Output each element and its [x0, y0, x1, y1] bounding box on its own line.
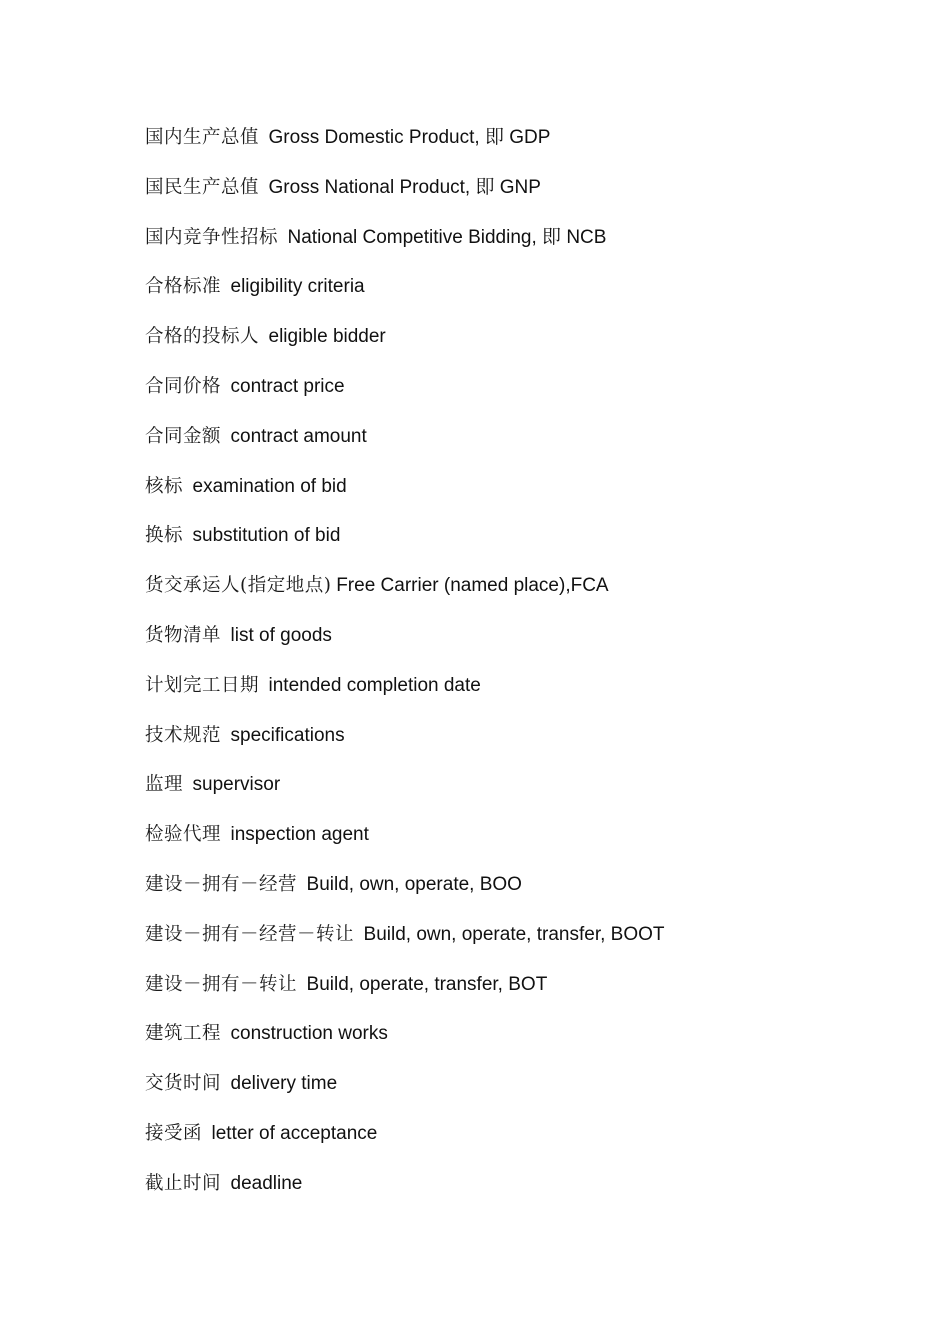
term-english: delivery time [230, 1073, 338, 1095]
glossary-entry [145, 424, 905, 474]
term-chinese: 交货时间 [145, 1073, 222, 1095]
term-chinese: 国民生产总值 [145, 176, 260, 198]
glossary-entry [145, 1171, 905, 1221]
glossary-entry [145, 972, 905, 1022]
term-chinese: 换标 [145, 525, 184, 547]
term-english: eligible bidder [268, 326, 386, 348]
term-chinese: 合格标准 [145, 276, 222, 298]
glossary-entry [145, 1021, 905, 1071]
term-english: eligibility criteria [230, 276, 365, 298]
term-english: contract amount [230, 425, 367, 447]
term-chinese: 建设－拥有－转让 [145, 973, 298, 995]
term-english: Gross National Product, 即 GNP [268, 176, 541, 198]
glossary-entry [145, 822, 905, 872]
term-english: supervisor [192, 774, 281, 796]
term-chinese: 合同金额 [145, 425, 222, 447]
term-english: Build, operate, transfer, BOT [306, 973, 548, 995]
term-english: specifications [230, 724, 345, 746]
glossary-entry [145, 1071, 905, 1121]
term-chinese: 国内生产总值 [145, 127, 260, 148]
term-english: Build, own, operate, BOO [306, 873, 522, 895]
glossary-entry [145, 723, 905, 773]
term-chinese: 接受函 [145, 1122, 203, 1144]
term-chinese: 计划完工日期 [145, 674, 260, 696]
term-chinese: 截止时间 [145, 1172, 222, 1194]
term-english: Build, own, operate, transfer, BOOT [363, 923, 665, 945]
term-english: Gross Domestic Product, 即 GDP [268, 127, 551, 148]
term-chinese: 技术规范 [145, 724, 222, 746]
glossary-entry [145, 573, 905, 623]
term-english: intended completion date [268, 674, 481, 696]
term-english: Free Carrier (named place),FCA [336, 575, 609, 597]
term-english: construction works [230, 1023, 388, 1045]
glossary-entry [145, 225, 905, 275]
term-english: deadline [230, 1172, 303, 1194]
glossary-entry [145, 523, 905, 573]
term-english: inspection agent [230, 824, 369, 846]
term-chinese: 建设－拥有－经营－转让 [145, 923, 355, 945]
term-english: examination of bid [192, 475, 347, 497]
term-english: list of goods [230, 624, 332, 646]
term-chinese: 核标 [145, 475, 184, 497]
glossary-entry [145, 772, 905, 822]
glossary-entry [145, 1121, 905, 1171]
term-chinese: 货交承运人(指定地点) [145, 575, 332, 597]
term-english: letter of acceptance [211, 1122, 378, 1144]
term-chinese: 建筑工程 [145, 1023, 222, 1045]
glossary-entry [145, 623, 905, 673]
term-english: contract price [230, 375, 345, 397]
term-chinese: 货物清单 [145, 624, 222, 646]
glossary-entry [145, 673, 905, 723]
glossary-entry [145, 374, 905, 424]
glossary-entry [145, 125, 905, 175]
glossary-entry [145, 324, 905, 374]
term-chinese: 监理 [145, 774, 184, 796]
term-chinese: 合同价格 [145, 375, 222, 397]
term-chinese: 检验代理 [145, 824, 222, 846]
term-chinese: 合格的投标人 [145, 326, 260, 348]
glossary-entry [145, 474, 905, 524]
term-chinese: 建设－拥有－经营 [145, 873, 298, 895]
glossary-entry [145, 872, 905, 922]
glossary-entry [145, 175, 905, 225]
term-english: National Competitive Bidding, 即 NCB [287, 226, 607, 248]
term-chinese: 国内竞争性招标 [145, 226, 279, 248]
glossary-entry [145, 922, 905, 972]
glossary-entry [145, 274, 905, 324]
term-english: substitution of bid [192, 525, 341, 547]
glossary-list [145, 125, 905, 1221]
